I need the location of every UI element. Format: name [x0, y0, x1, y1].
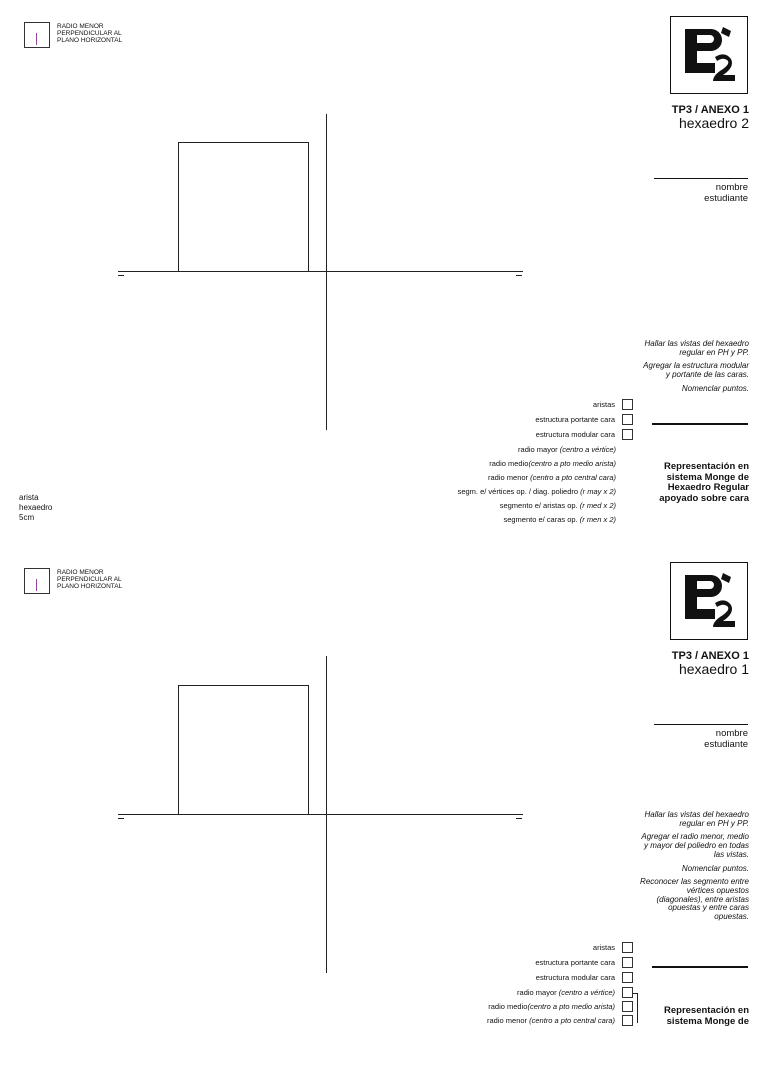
name-label-line: nombre	[715, 728, 748, 739]
student-name-label	[658, 182, 748, 204]
legend-label: segm. e/ vértices op. / diag. poliedro (r may x 2)	[457, 487, 616, 496]
representation-title: Representación en sistema Monge de Hexaedro Regular apoyado sobre cara	[659, 461, 749, 504]
reference-line: PERPENDICULAR AL	[57, 30, 122, 37]
arista-note-line: hexaedro	[19, 503, 53, 512]
legend-checkbox[interactable]	[622, 972, 633, 983]
reference-line: PLANO HORIZONTAL	[57, 583, 123, 590]
ground-line-tick-left	[118, 818, 124, 819]
legend-label: segmento e/ aristas op. (r med x 2)	[499, 501, 616, 510]
reference-mark	[36, 33, 37, 45]
reference-line: PLANO HORIZONTAL	[57, 37, 123, 44]
legend-label: segmento e/ caras op. (r men x 2)	[503, 515, 616, 524]
instructions	[639, 811, 749, 927]
hexahedron-front-view	[178, 685, 309, 815]
name-label-line: estudiante	[704, 739, 748, 750]
sheet-hexaedro-1	[0, 546, 768, 1092]
name-label-line: nombre	[715, 182, 748, 193]
instruction-text: Agregar el radio menor, medio y mayor del poliedro en todas las vistas.	[641, 832, 749, 859]
reference-line: RADIO MENOR	[57, 23, 104, 30]
lp2-logo-icon	[670, 562, 748, 640]
legend-label: radio medio(centro a pto medio arista)	[489, 459, 616, 468]
name-label-line: estudiante	[704, 193, 748, 204]
instruction-text: Reconocer las segmento entre vértices opuestos (diagonales), entre aristas opuestas y entre caras opuestas.	[640, 877, 749, 922]
sheet-title: TP3 / ANEXO 1	[671, 650, 749, 662]
arista-note-line: arista	[19, 493, 39, 502]
instruction-text: Nomenclar puntos.	[681, 863, 749, 873]
reference-line: PERPENDICULAR AL	[57, 576, 122, 583]
lp2-logo-icon	[670, 16, 748, 94]
sheet-subtitle: hexaedro 2	[678, 115, 749, 131]
reference-note	[57, 23, 147, 44]
legend-checkbox[interactable]	[622, 1015, 633, 1026]
legend-checkbox[interactable]	[622, 1001, 633, 1012]
ground-line-tick-right	[516, 818, 522, 819]
legend-checkbox[interactable]	[622, 414, 633, 425]
ground-line-tick-right	[516, 275, 522, 276]
legend-checkbox[interactable]	[622, 957, 633, 968]
legend-label: estructura modular cara	[535, 430, 615, 439]
legend-label: radio menor (centro a pto central cara)	[488, 473, 616, 482]
legend-checkbox[interactable]	[622, 987, 633, 998]
separator-line	[652, 966, 748, 968]
student-name-label	[658, 728, 748, 750]
legend-label: radio menor (centro a pto central cara)	[487, 1016, 615, 1025]
vertical-axis	[326, 114, 327, 430]
reference-box	[24, 568, 50, 594]
reference-note	[57, 569, 147, 590]
arista-note	[19, 493, 52, 523]
legend-label: radio mayor (centro a vértice)	[518, 445, 616, 454]
ground-line-tick-left	[118, 275, 124, 276]
sheet-title: TP3 / ANEXO 1	[671, 104, 749, 116]
hexahedron-front-view	[178, 142, 309, 272]
sheet-subtitle: hexaedro 1	[678, 661, 749, 677]
separator-line	[652, 423, 748, 425]
instruction-text: Agregar la estructura modular y portante de las caras.	[643, 361, 749, 380]
legend-label: aristas	[592, 943, 615, 952]
legend-label: estructura portante cara	[535, 415, 615, 424]
legend-label: radio medio(centro a pto medio arista)	[488, 1002, 615, 1011]
reference-box	[24, 22, 50, 48]
arista-note-line: 5cm	[19, 513, 35, 522]
instruction-text: Hallar las vistas del hexaedro regular en PH y PP.	[644, 810, 749, 828]
reference-mark	[36, 579, 37, 591]
name-line	[654, 178, 748, 179]
instruction-text: Nomenclar puntos.	[681, 383, 749, 393]
legend-label: estructura modular cara	[535, 973, 615, 982]
legend-checkbox[interactable]	[622, 429, 633, 440]
legend-label: estructura portante cara	[535, 958, 615, 967]
instructions	[639, 340, 749, 399]
legend-label: aristas	[592, 400, 615, 409]
name-line	[654, 724, 748, 725]
bracket-line	[637, 993, 638, 1023]
reference-line: RADIO MENOR	[57, 569, 104, 576]
representation-title: Representación en sistema Monge de	[664, 1005, 749, 1027]
instruction-text: Hallar las vistas del hexaedro regular en PH y PP.	[644, 339, 749, 357]
legend-checkbox[interactable]	[622, 399, 633, 410]
legend-label: radio mayor (centro a vértice)	[517, 988, 615, 997]
legend-checkbox[interactable]	[622, 942, 633, 953]
